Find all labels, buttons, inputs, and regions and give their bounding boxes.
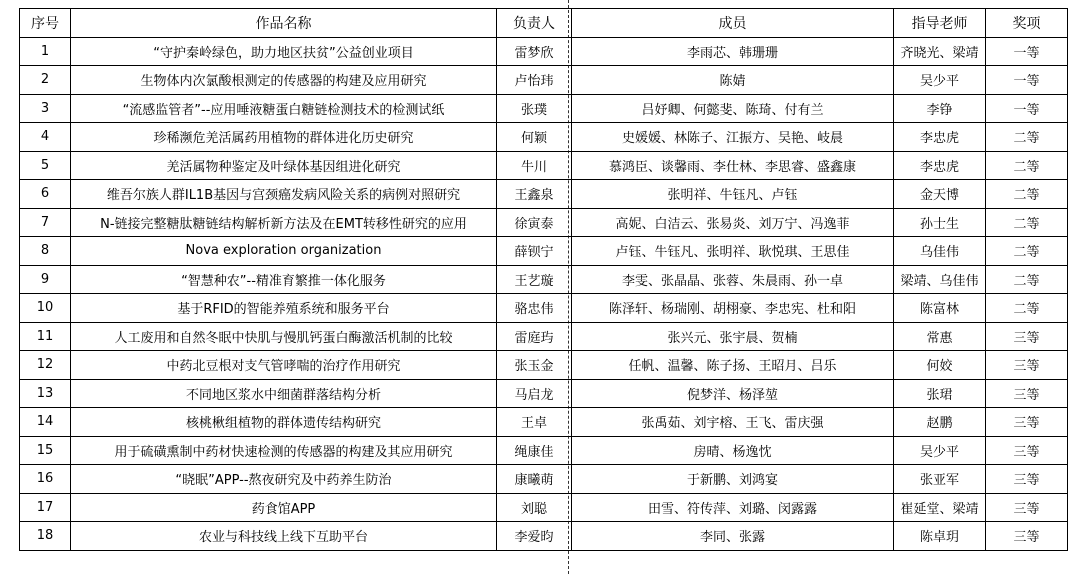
- cell-title: 核桃楸组植物的群体遗传结构研究: [71, 408, 497, 437]
- cell-no: 10: [20, 294, 71, 323]
- cell-advisor: 李忠虎: [894, 151, 986, 180]
- table-row: [20, 294, 1068, 323]
- header-advisor: 指导老师: [894, 9, 986, 38]
- cell-no: 11: [20, 322, 71, 351]
- cell-no: 18: [20, 522, 71, 551]
- cell-advisor: 张珺: [894, 379, 986, 408]
- cell-title: 珍稀濒危羌活属药用植物的群体进化历史研究: [71, 123, 497, 152]
- cell-members: 任帆、温馨、陈子扬、王昭月、吕乐: [572, 351, 894, 380]
- cell-title: 中药北豆根对支气管哮喘的治疗作用研究: [71, 351, 497, 380]
- table-row: [20, 180, 1068, 209]
- header-no: 序号: [20, 9, 71, 38]
- cell-no: 1: [20, 37, 71, 66]
- cell-title: 农业与科技线上线下互助平台: [71, 522, 497, 551]
- cell-title: “守护秦岭绿色，助力地区扶贫”公益创业项目: [71, 37, 497, 66]
- cell-advisor: 梁靖、乌佳伟: [894, 265, 986, 294]
- header-members: 成员: [572, 9, 894, 38]
- cell-leader: 张璞: [497, 94, 572, 123]
- cell-members: 卢钰、牛钰凡、张明祥、耿悦琪、王思佳: [572, 237, 894, 266]
- header-row: [20, 9, 1068, 38]
- cell-advisor: 李忠虎: [894, 123, 986, 152]
- cell-advisor: 陈富林: [894, 294, 986, 323]
- cell-leader: 雷梦欣: [497, 37, 572, 66]
- cell-no: 7: [20, 208, 71, 237]
- cell-no: 12: [20, 351, 71, 380]
- cell-title: N-链接完整糖肽糖链结构解析新方法及在EMT转移性研究的应用: [71, 208, 497, 237]
- cell-award: 二等: [986, 123, 1068, 152]
- cell-advisor: 陈卓玥: [894, 522, 986, 551]
- cell-award: 二等: [986, 208, 1068, 237]
- cell-award: 二等: [986, 180, 1068, 209]
- cell-advisor: 乌佳伟: [894, 237, 986, 266]
- table-row: [20, 322, 1068, 351]
- cell-no: 14: [20, 408, 71, 437]
- cell-no: 13: [20, 379, 71, 408]
- table-row: [20, 37, 1068, 66]
- cell-members: 李同、张露: [572, 522, 894, 551]
- cell-leader: 康曦萌: [497, 465, 572, 494]
- cell-leader: 何颖: [497, 123, 572, 152]
- cell-members: 陈泽轩、杨瑞刚、胡栩豪、李忠宪、杜和阳: [572, 294, 894, 323]
- cell-leader: 王艺璇: [497, 265, 572, 294]
- cell-no: 8: [20, 237, 71, 266]
- cell-members: 陈婧: [572, 66, 894, 95]
- table-row: [20, 265, 1068, 294]
- cell-members: 慕鸿臣、谈馨雨、李仕林、李思睿、盛鑫康: [572, 151, 894, 180]
- cell-members: 倪梦洋、杨泽堃: [572, 379, 894, 408]
- cell-advisor: 吴少平: [894, 436, 986, 465]
- cell-members: 张明祥、牛钰凡、卢钰: [572, 180, 894, 209]
- cell-leader: 雷庭玙: [497, 322, 572, 351]
- cell-award: 二等: [986, 151, 1068, 180]
- cell-leader: 张玉金: [497, 351, 572, 380]
- cell-title: 羌活属物种鉴定及叶绿体基因组进化研究: [71, 151, 497, 180]
- cell-advisor: 常惠: [894, 322, 986, 351]
- cell-no: 2: [20, 66, 71, 95]
- cell-advisor: 崔延堂、梁靖: [894, 493, 986, 522]
- cell-title: 基于RFID的智能养殖系统和服务平台: [71, 294, 497, 323]
- cell-members: 于新鹏、刘鸿宴: [572, 465, 894, 494]
- cell-advisor: 张亚军: [894, 465, 986, 494]
- table-row: [20, 379, 1068, 408]
- cell-members: 吕妤卿、何懿斐、陈琦、付有兰: [572, 94, 894, 123]
- cell-award: 一等: [986, 94, 1068, 123]
- cell-award: 三等: [986, 351, 1068, 380]
- cell-leader: 刘聪: [497, 493, 572, 522]
- cell-advisor: 齐晓光、梁靖: [894, 37, 986, 66]
- table-row: [20, 208, 1068, 237]
- cell-leader: 薛钡宁: [497, 237, 572, 266]
- cell-award: 一等: [986, 37, 1068, 66]
- cell-members: 张兴元、张宇晨、贺楠: [572, 322, 894, 351]
- cell-advisor: 金天博: [894, 180, 986, 209]
- table-row: [20, 151, 1068, 180]
- header-title: 作品名称: [71, 9, 497, 38]
- cell-title: 人工废用和自然冬眠中快肌与慢肌钙蛋白酶激活机制的比较: [71, 322, 497, 351]
- cell-award: 三等: [986, 493, 1068, 522]
- table-row: [20, 94, 1068, 123]
- cell-leader: 李爱昀: [497, 522, 572, 551]
- cell-title: 生物体内次氯酸根测定的传感器的构建及应用研究: [71, 66, 497, 95]
- table-row: [20, 436, 1068, 465]
- cell-members: 高妮、白洁云、张易炎、刘万宁、冯逸菲: [572, 208, 894, 237]
- cell-leader: 牛川: [497, 151, 572, 180]
- cell-leader: 王卓: [497, 408, 572, 437]
- cell-title: Nova exploration organization: [71, 237, 497, 266]
- cell-title: 药食馆APP: [71, 493, 497, 522]
- cell-leader: 绳康佳: [497, 436, 572, 465]
- cell-award: 三等: [986, 522, 1068, 551]
- table-row: [20, 465, 1068, 494]
- cell-title: 维吾尔族人群IL1B基因与宫颈癌发病风险关系的病例对照研究: [71, 180, 497, 209]
- cell-award: 二等: [986, 237, 1068, 266]
- cell-no: 17: [20, 493, 71, 522]
- cell-no: 16: [20, 465, 71, 494]
- cell-award: 三等: [986, 408, 1068, 437]
- cell-award: 三等: [986, 436, 1068, 465]
- table-row: [20, 522, 1068, 551]
- cell-members: 李雨芯、韩珊珊: [572, 37, 894, 66]
- cell-members: 房晴、杨逸忱: [572, 436, 894, 465]
- table-row: [20, 237, 1068, 266]
- table-row: [20, 351, 1068, 380]
- cell-no: 5: [20, 151, 71, 180]
- cell-title: “流感监管者”--应用唾液糖蛋白糖链检测技术的检测试纸: [71, 94, 497, 123]
- cell-award: 三等: [986, 322, 1068, 351]
- cell-award: 二等: [986, 265, 1068, 294]
- cell-leader: 卢怡玮: [497, 66, 572, 95]
- cell-title: “晓眠”APP--熬夜研究及中药养生防治: [71, 465, 497, 494]
- cell-advisor: 孙士生: [894, 208, 986, 237]
- cell-members: 史媛媛、林陈子、江振方、吴艳、岐晨: [572, 123, 894, 152]
- cell-leader: 王鑫泉: [497, 180, 572, 209]
- cell-award: 一等: [986, 66, 1068, 95]
- cell-award: 三等: [986, 465, 1068, 494]
- cell-members: 张禹茹、刘宇榕、王飞、雷庆强: [572, 408, 894, 437]
- cell-title: “智慧种农”--精准育繁推一体化服务: [71, 265, 497, 294]
- cell-advisor: 李铮: [894, 94, 986, 123]
- award-table: [19, 8, 1068, 551]
- cell-members: 李雯、张晶晶、张蓉、朱晨雨、孙一卓: [572, 265, 894, 294]
- cell-no: 6: [20, 180, 71, 209]
- cell-no: 9: [20, 265, 71, 294]
- cell-leader: 骆忠伟: [497, 294, 572, 323]
- table-row: [20, 493, 1068, 522]
- cell-title: 不同地区浆水中细菌群落结构分析: [71, 379, 497, 408]
- cell-no: 4: [20, 123, 71, 152]
- cell-leader: 马启龙: [497, 379, 572, 408]
- table-row: [20, 408, 1068, 437]
- cell-leader: 徐寅泰: [497, 208, 572, 237]
- cell-no: 3: [20, 94, 71, 123]
- cell-members: 田雪、符传萍、刘璐、闵露露: [572, 493, 894, 522]
- cell-title: 用于硫磺熏制中药材快速检测的传感器的构建及其应用研究: [71, 436, 497, 465]
- header-award: 奖项: [986, 9, 1068, 38]
- header-leader: 负责人: [497, 9, 572, 38]
- cell-no: 15: [20, 436, 71, 465]
- cell-advisor: 何姣: [894, 351, 986, 380]
- cell-advisor: 吴少平: [894, 66, 986, 95]
- table-row: [20, 123, 1068, 152]
- table-row: [20, 66, 1068, 95]
- cell-award: 二等: [986, 294, 1068, 323]
- cell-advisor: 赵鹏: [894, 408, 986, 437]
- cell-award: 三等: [986, 379, 1068, 408]
